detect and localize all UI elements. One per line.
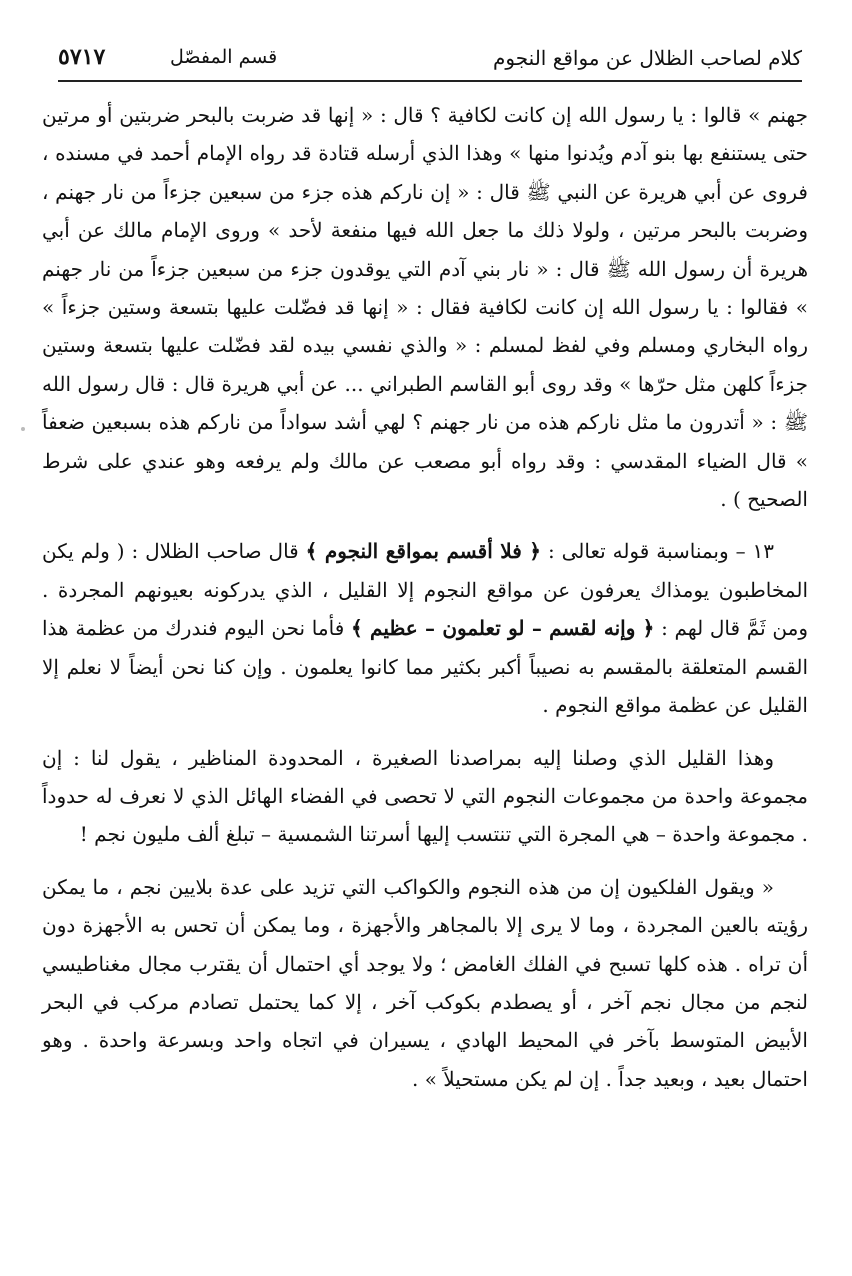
body-text bbox=[42, 96, 808, 1098]
page-number: ٥٧١٧ bbox=[58, 44, 106, 70]
paragraph-galaxy: وهذا القليل الذي وصلنا إليه بمراصدنا الصغيرة ، المحدودة المناظير ، يقول لنا : إن مجموعة واحدة من مجموعات النجوم التي لا تحصى في الفضاء الهائل الذي لا نعرف له حدوداً . مجموعة واحدة – هي المجرة التي تنتسب إليها أسرتنا الشمسية – تبلغ ألف مليون نجم ! bbox=[42, 745, 809, 847]
header-divider bbox=[58, 80, 802, 82]
paragraph-section-13 bbox=[42, 532, 808, 724]
paragraph-section-13-end: فأما نحن اليوم فندرك من عظمة هذا القسم المتعلقة بالمقسم به نصيباً أكبر بكثير مما كانوا يعلمون . وإن كنا نحن أيضاً لا نعلم إلا القليل عن عظمة مواقع النجوم . bbox=[42, 616, 808, 718]
quran-verse-mawaqi-nujum: ﴿ فلا أقسم بمواقع النجوم ﴾ bbox=[305, 539, 542, 564]
paragraph-hadith-continuation: جهنم » قالوا : يا رسول الله إن كانت لكافية ؟ قال : « إنها قد ضربت بالبحر ضربتين أو مرتين حتى يستنفع بها بنو آدم ويُدنوا منها » وهذا الذي أرسله قتادة قد رواه الإمام أحمد في مسنده ، فروى عن أبي هريرة عن النبي ﷺ قال : « إن ناركم هذه جزء من سبعين جزءاً من نار جهنم ، وضربت بالبحر مرتين ، ولولا ذلك ما جعل الله فيها منفعة لأحد » وروى الإمام مالك عن أبي هريرة أن رسول الله ﷺ قال : « نار بني آدم التي يوقدون جزء من سبعين جزءاً من نار جهنم » فقالوا : يا رسول الله إن كانت لكافية فقال : « إنها قد فضّلت عليها بتسعة وستين جزءاً » رواه البخاري ومسلم وفي لفظ لمسلم : « والذي نفسي بيده لقد فضّلت عليها بتسعة وستين جزءاً كلهن مثل حرّها » وقد روى أبو القاسم الطبراني ... عن أبي هريرة قال : قال رسول الله ﷺ : « أتدرون ما مثل ناركم هذه من نار جهنم ؟ لهي أشد سواداً من ناركم هذه بسبعين ضعفاً » قال الضياء المقدسي : وقد رواه أبو مصعب عن مالك ولم يرفعه وهو عندي على شرط الصحيح ) . bbox=[42, 103, 808, 512]
paragraph-section-13-intro: – وبمناسبة قوله تعالى : bbox=[541, 539, 746, 564]
section-number: ١٣ bbox=[752, 539, 774, 564]
paragraph-section-13-middle: قال صاحب الظلال : ( ولم يكن المخاطبون يومذاك يعرفون عن مواقع النجوم إلا القليل ، الذي يدركونه بعيونهم المجردة . ومن ثَمَّ قال لهم : bbox=[42, 539, 808, 641]
section-name: قسم المفصّل bbox=[170, 46, 278, 68]
running-header bbox=[58, 38, 802, 82]
running-title: كلام لصاحب الظلال عن مواقع النجوم bbox=[493, 46, 802, 70]
paragraph-astronomers-quote: « ويقول الفلكيون إن من هذه النجوم والكواكب التي تزيد على عدة بلايين نجم ، ما يمكن رؤيته بالعين المجردة ، وما لا يرى إلا بالمجاهر والأجهزة ، وما يمكن أن تحس به الأجهزة دون أن تراه . هذه كلها تسبح في الفلك الغامض ؛ ولا يوجد أي احتمال أن يقترب مجال مغناطيسي لنجم من مجال نجم آخر ، أو يصطدم بكوكب آخر ، إلا كما يحتمل تصادم مركب في البحر الأبيض المتوسط بآخر في المحيط الهادي ، يسيران في اتجاه واحد وبسرعة واحدة . وهو احتمال بعيد ، وبعيد جداً . إن لم يكن مستحيلاً » . bbox=[42, 874, 808, 1091]
scan-speck bbox=[21, 427, 25, 431]
quran-verse-qasam-azim: ﴿ وإنه لقسم – لو تعلمون – عظيم ﴾ bbox=[350, 616, 655, 641]
